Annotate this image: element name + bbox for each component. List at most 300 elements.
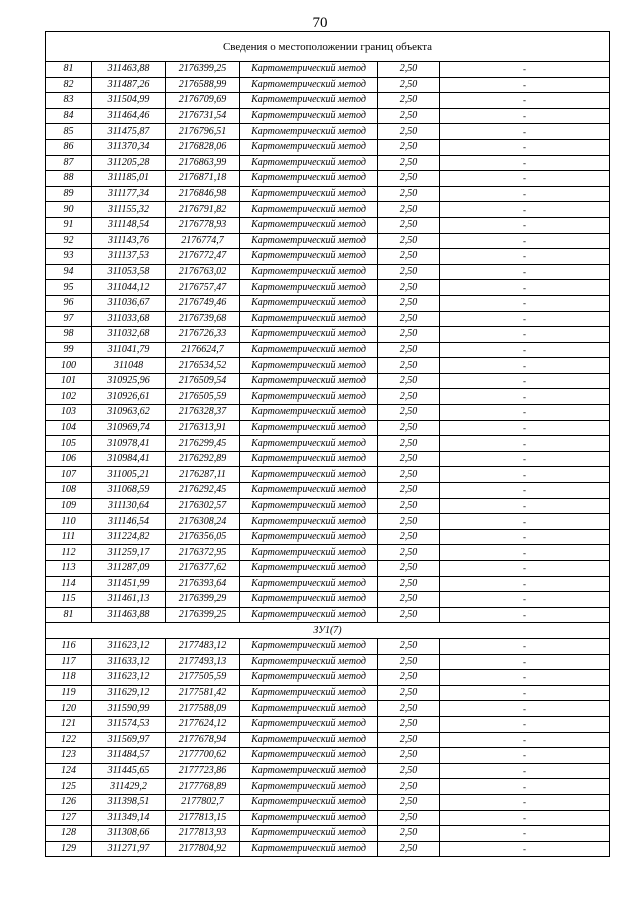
table-row [46,124,610,140]
coord-x: 311271,97 [92,841,166,857]
point-number: 87 [46,155,92,171]
precision: 2,50 [378,249,440,265]
table-title: Сведения о местоположении границ объекта [46,32,610,62]
table-row [46,186,610,202]
method: Картометрический метод [240,436,378,452]
table-row [46,108,610,124]
boundary-coordinates-table [45,31,610,857]
method: Картометрический метод [240,841,378,857]
mark: - [440,373,610,389]
coord-x: 311463,88 [92,62,166,78]
coord-x: 311044,12 [92,280,166,296]
table-row [46,202,610,218]
point-number: 102 [46,389,92,405]
precision: 2,50 [378,217,440,233]
precision: 2,50 [378,358,440,374]
point-number: 91 [46,217,92,233]
mark: - [440,436,610,452]
table-row [46,389,610,405]
coord-x: 310969,74 [92,420,166,436]
point-number: 86 [46,139,92,155]
coord-y: 2176308,24 [166,514,240,530]
point-number: 101 [46,373,92,389]
method: Картометрический метод [240,638,378,654]
table-row [46,171,610,187]
mark: - [440,716,610,732]
point-number: 129 [46,841,92,857]
table-row [46,514,610,530]
point-number: 94 [46,264,92,280]
coord-x: 311068,59 [92,483,166,499]
method: Картометрический метод [240,280,378,296]
coord-y: 2177768,89 [166,779,240,795]
precision: 2,50 [378,498,440,514]
mark: - [440,108,610,124]
coord-x: 311590,99 [92,701,166,717]
coord-x: 311629,12 [92,685,166,701]
precision: 2,50 [378,373,440,389]
mark: - [440,405,610,421]
table-row [46,358,610,374]
method: Картометрический метод [240,358,378,374]
point-number: 105 [46,436,92,452]
mark: - [440,685,610,701]
point-number: 108 [46,483,92,499]
coord-y: 2177493,13 [166,654,240,670]
coord-y: 2176796,51 [166,124,240,140]
coord-y: 2176356,05 [166,529,240,545]
precision: 2,50 [378,607,440,623]
coord-x: 311461,13 [92,592,166,608]
method: Картометрический метод [240,327,378,343]
method: Картометрический метод [240,217,378,233]
point-number: 120 [46,701,92,717]
point-number: 99 [46,342,92,358]
precision: 2,50 [378,202,440,218]
table-row [46,467,610,483]
precision: 2,50 [378,654,440,670]
coord-x: 311259,17 [92,545,166,561]
coord-x: 311475,87 [92,124,166,140]
method: Картометрический метод [240,716,378,732]
coord-y: 2176534,52 [166,358,240,374]
mark: - [440,467,610,483]
table-row [46,763,610,779]
precision: 2,50 [378,77,440,93]
precision: 2,50 [378,451,440,467]
coord-x: 311398,51 [92,794,166,810]
mark: - [440,358,610,374]
method: Картометрический метод [240,498,378,514]
mark: - [440,264,610,280]
mark: - [440,420,610,436]
coord-x: 310963,62 [92,405,166,421]
table-row [46,576,610,592]
precision: 2,50 [378,93,440,109]
point-number: 92 [46,233,92,249]
method: Картометрический метод [240,373,378,389]
method: Картометрический метод [240,514,378,530]
coord-y: 2176731,54 [166,108,240,124]
method: Картометрический метод [240,748,378,764]
table-row [46,670,610,686]
mark: - [440,748,610,764]
table-row [46,638,610,654]
point-number: 103 [46,405,92,421]
point-number: 90 [46,202,92,218]
method: Картометрический метод [240,124,378,140]
method: Картометрический метод [240,420,378,436]
mark: - [440,670,610,686]
table-row [46,483,610,499]
coord-x: 311349,14 [92,810,166,826]
coord-x: 311623,12 [92,670,166,686]
table-row [46,295,610,311]
coord-y: 2177624,12 [166,716,240,732]
precision: 2,50 [378,155,440,171]
method: Картометрический метод [240,186,378,202]
coord-y: 2176726,33 [166,327,240,343]
mark: - [440,124,610,140]
mark: - [440,280,610,296]
precision: 2,50 [378,748,440,764]
mark: - [440,701,610,717]
mark: - [440,638,610,654]
point-number: 124 [46,763,92,779]
precision: 2,50 [378,124,440,140]
mark: - [440,186,610,202]
coord-y: 2177678,94 [166,732,240,748]
precision: 2,50 [378,716,440,732]
coord-y: 2176763,02 [166,264,240,280]
coord-y: 2176372,95 [166,545,240,561]
table-row [46,139,610,155]
point-number: 125 [46,779,92,795]
coord-x: 311137,53 [92,249,166,265]
coord-x: 310925,96 [92,373,166,389]
table-row [46,62,610,78]
coord-x: 311370,34 [92,139,166,155]
table-row [46,451,610,467]
precision: 2,50 [378,171,440,187]
point-number: 95 [46,280,92,296]
precision: 2,50 [378,327,440,343]
method: Картометрический метод [240,467,378,483]
mark: - [440,155,610,171]
method: Картометрический метод [240,62,378,78]
mark: - [440,841,610,857]
table-row [46,545,610,561]
coord-x: 311287,09 [92,561,166,577]
table-row [46,498,610,514]
coord-y: 2176377,62 [166,561,240,577]
precision: 2,50 [378,342,440,358]
coord-y: 2176393,64 [166,576,240,592]
method: Картометрический метод [240,561,378,577]
coord-y: 2177804,92 [166,841,240,857]
point-number: 93 [46,249,92,265]
coord-x: 311569,97 [92,732,166,748]
coord-x: 311224,82 [92,529,166,545]
precision: 2,50 [378,62,440,78]
mark: - [440,561,610,577]
point-number: 109 [46,498,92,514]
method: Картометрический метод [240,233,378,249]
point-number: 117 [46,654,92,670]
table-row [46,810,610,826]
mark: - [440,763,610,779]
precision: 2,50 [378,295,440,311]
mark: - [440,77,610,93]
point-number: 127 [46,810,92,826]
point-number: 111 [46,529,92,545]
precision: 2,50 [378,389,440,405]
coord-x: 311623,12 [92,638,166,654]
coord-x: 311041,79 [92,342,166,358]
point-number: 89 [46,186,92,202]
precision: 2,50 [378,467,440,483]
coord-x: 311308,66 [92,826,166,842]
table-row [46,685,610,701]
mark: - [440,794,610,810]
mark: - [440,233,610,249]
precision: 2,50 [378,670,440,686]
mark: - [440,576,610,592]
coord-x: 311053,58 [92,264,166,280]
method: Картометрический метод [240,389,378,405]
method: Картометрический метод [240,826,378,842]
coord-y: 2176863,99 [166,155,240,171]
mark: - [440,498,610,514]
coord-y: 2176399,25 [166,607,240,623]
mark: - [440,389,610,405]
coord-y: 2176509,54 [166,373,240,389]
method: Картометрический метод [240,545,378,561]
precision: 2,50 [378,841,440,857]
precision: 2,50 [378,436,440,452]
method: Картометрический метод [240,295,378,311]
method: Картометрический метод [240,779,378,795]
mark: - [440,139,610,155]
mark: - [440,342,610,358]
coord-y: 2176791,82 [166,202,240,218]
coord-x: 311177,34 [92,186,166,202]
table-row [46,592,610,608]
coord-y: 2176624,7 [166,342,240,358]
method: Картометрический метод [240,311,378,327]
precision: 2,50 [378,732,440,748]
coord-y: 2176292,89 [166,451,240,467]
coord-x: 311487,26 [92,77,166,93]
coord-x: 311048 [92,358,166,374]
coord-y: 2177700,62 [166,748,240,764]
method: Картометрический метод [240,701,378,717]
point-number: 106 [46,451,92,467]
mark: - [440,62,610,78]
coord-x: 311463,88 [92,607,166,623]
method: Картометрический метод [240,607,378,623]
point-number: 123 [46,748,92,764]
precision: 2,50 [378,311,440,327]
table-row [46,420,610,436]
mark: - [440,249,610,265]
table-row [46,794,610,810]
coord-y: 2176757,47 [166,280,240,296]
method: Картометрический метод [240,249,378,265]
coord-y: 2177813,15 [166,810,240,826]
mark: - [440,545,610,561]
coord-y: 2176774,7 [166,233,240,249]
method: Картометрический метод [240,685,378,701]
point-number: 96 [46,295,92,311]
coord-x: 311445,65 [92,763,166,779]
precision: 2,50 [378,405,440,421]
method: Картометрический метод [240,342,378,358]
point-number: 115 [46,592,92,608]
precision: 2,50 [378,779,440,795]
mark: - [440,654,610,670]
coord-y: 2176709,69 [166,93,240,109]
point-number: 112 [46,545,92,561]
coord-y: 2177581,42 [166,685,240,701]
coord-y: 2176739,68 [166,311,240,327]
precision: 2,50 [378,592,440,608]
coord-x: 311033,68 [92,311,166,327]
precision: 2,50 [378,514,440,530]
coord-y: 2176299,45 [166,436,240,452]
method: Картометрический метод [240,794,378,810]
coord-x: 311146,54 [92,514,166,530]
method: Картометрический метод [240,171,378,187]
table-row [46,217,610,233]
precision: 2,50 [378,763,440,779]
point-number: 81 [46,607,92,623]
coord-y: 2176313,91 [166,420,240,436]
method: Картометрический метод [240,264,378,280]
method: Картометрический метод [240,155,378,171]
page-number: 70 [312,15,328,31]
point-number: 128 [46,826,92,842]
mark: - [440,327,610,343]
method: Картометрический метод [240,529,378,545]
precision: 2,50 [378,545,440,561]
precision: 2,50 [378,280,440,296]
method: Картометрический метод [240,93,378,109]
coord-y: 2176778,93 [166,217,240,233]
mark: - [440,311,610,327]
table-row [46,732,610,748]
table-row [46,249,610,265]
coord-x: 311185,01 [92,171,166,187]
mark: - [440,483,610,499]
point-number: 104 [46,420,92,436]
table-row [46,779,610,795]
table-row [46,607,610,623]
method: Картометрический метод [240,763,378,779]
coord-y: 2177588,09 [166,701,240,717]
coord-y: 2176287,11 [166,467,240,483]
table-row [46,155,610,171]
method: Картометрический метод [240,483,378,499]
point-number: 122 [46,732,92,748]
coord-y: 2176399,29 [166,592,240,608]
table-row [46,654,610,670]
point-number: 118 [46,670,92,686]
coord-x: 311464,46 [92,108,166,124]
coord-y: 2177483,12 [166,638,240,654]
mark: - [440,171,610,187]
method: Картометрический метод [240,451,378,467]
mark: - [440,810,610,826]
precision: 2,50 [378,186,440,202]
table-row [46,841,610,857]
precision: 2,50 [378,108,440,124]
method: Картометрический метод [240,405,378,421]
coord-y: 2177802,7 [166,794,240,810]
coord-y: 2177723,86 [166,763,240,779]
point-number: 81 [46,62,92,78]
precision: 2,50 [378,420,440,436]
coord-x: 311574,53 [92,716,166,732]
table-row [46,77,610,93]
point-number: 88 [46,171,92,187]
precision: 2,50 [378,794,440,810]
point-number: 97 [46,311,92,327]
mark: - [440,592,610,608]
method: Картометрический метод [240,77,378,93]
coord-y: 2177505,59 [166,670,240,686]
mark: - [440,295,610,311]
method: Картометрический метод [240,670,378,686]
coord-y: 2176772,47 [166,249,240,265]
point-number: 82 [46,77,92,93]
point-number: 110 [46,514,92,530]
method: Картометрический метод [240,139,378,155]
table-row [46,264,610,280]
precision: 2,50 [378,701,440,717]
point-number: 113 [46,561,92,577]
table-row [46,342,610,358]
coord-x: 311205,28 [92,155,166,171]
mark: - [440,607,610,623]
coord-x: 310984,41 [92,451,166,467]
coord-y: 2176292,45 [166,483,240,499]
mark: - [440,529,610,545]
coord-y: 2176846,98 [166,186,240,202]
method: Картометрический метод [240,576,378,592]
table-row [46,748,610,764]
point-number: 119 [46,685,92,701]
point-number: 121 [46,716,92,732]
coord-y: 2176302,57 [166,498,240,514]
table-row [46,701,610,717]
coord-x: 311148,54 [92,217,166,233]
mark: - [440,93,610,109]
method: Картометрический метод [240,732,378,748]
coord-y: 2176871,18 [166,171,240,187]
precision: 2,50 [378,638,440,654]
precision: 2,50 [378,826,440,842]
coord-x: 311451,99 [92,576,166,592]
point-number: 83 [46,93,92,109]
mark: - [440,217,610,233]
coord-x: 311143,76 [92,233,166,249]
coord-y: 2176399,25 [166,62,240,78]
table-row [46,373,610,389]
table-title-row [46,32,610,62]
section-header-row [46,623,610,639]
coord-y: 2176828,06 [166,139,240,155]
